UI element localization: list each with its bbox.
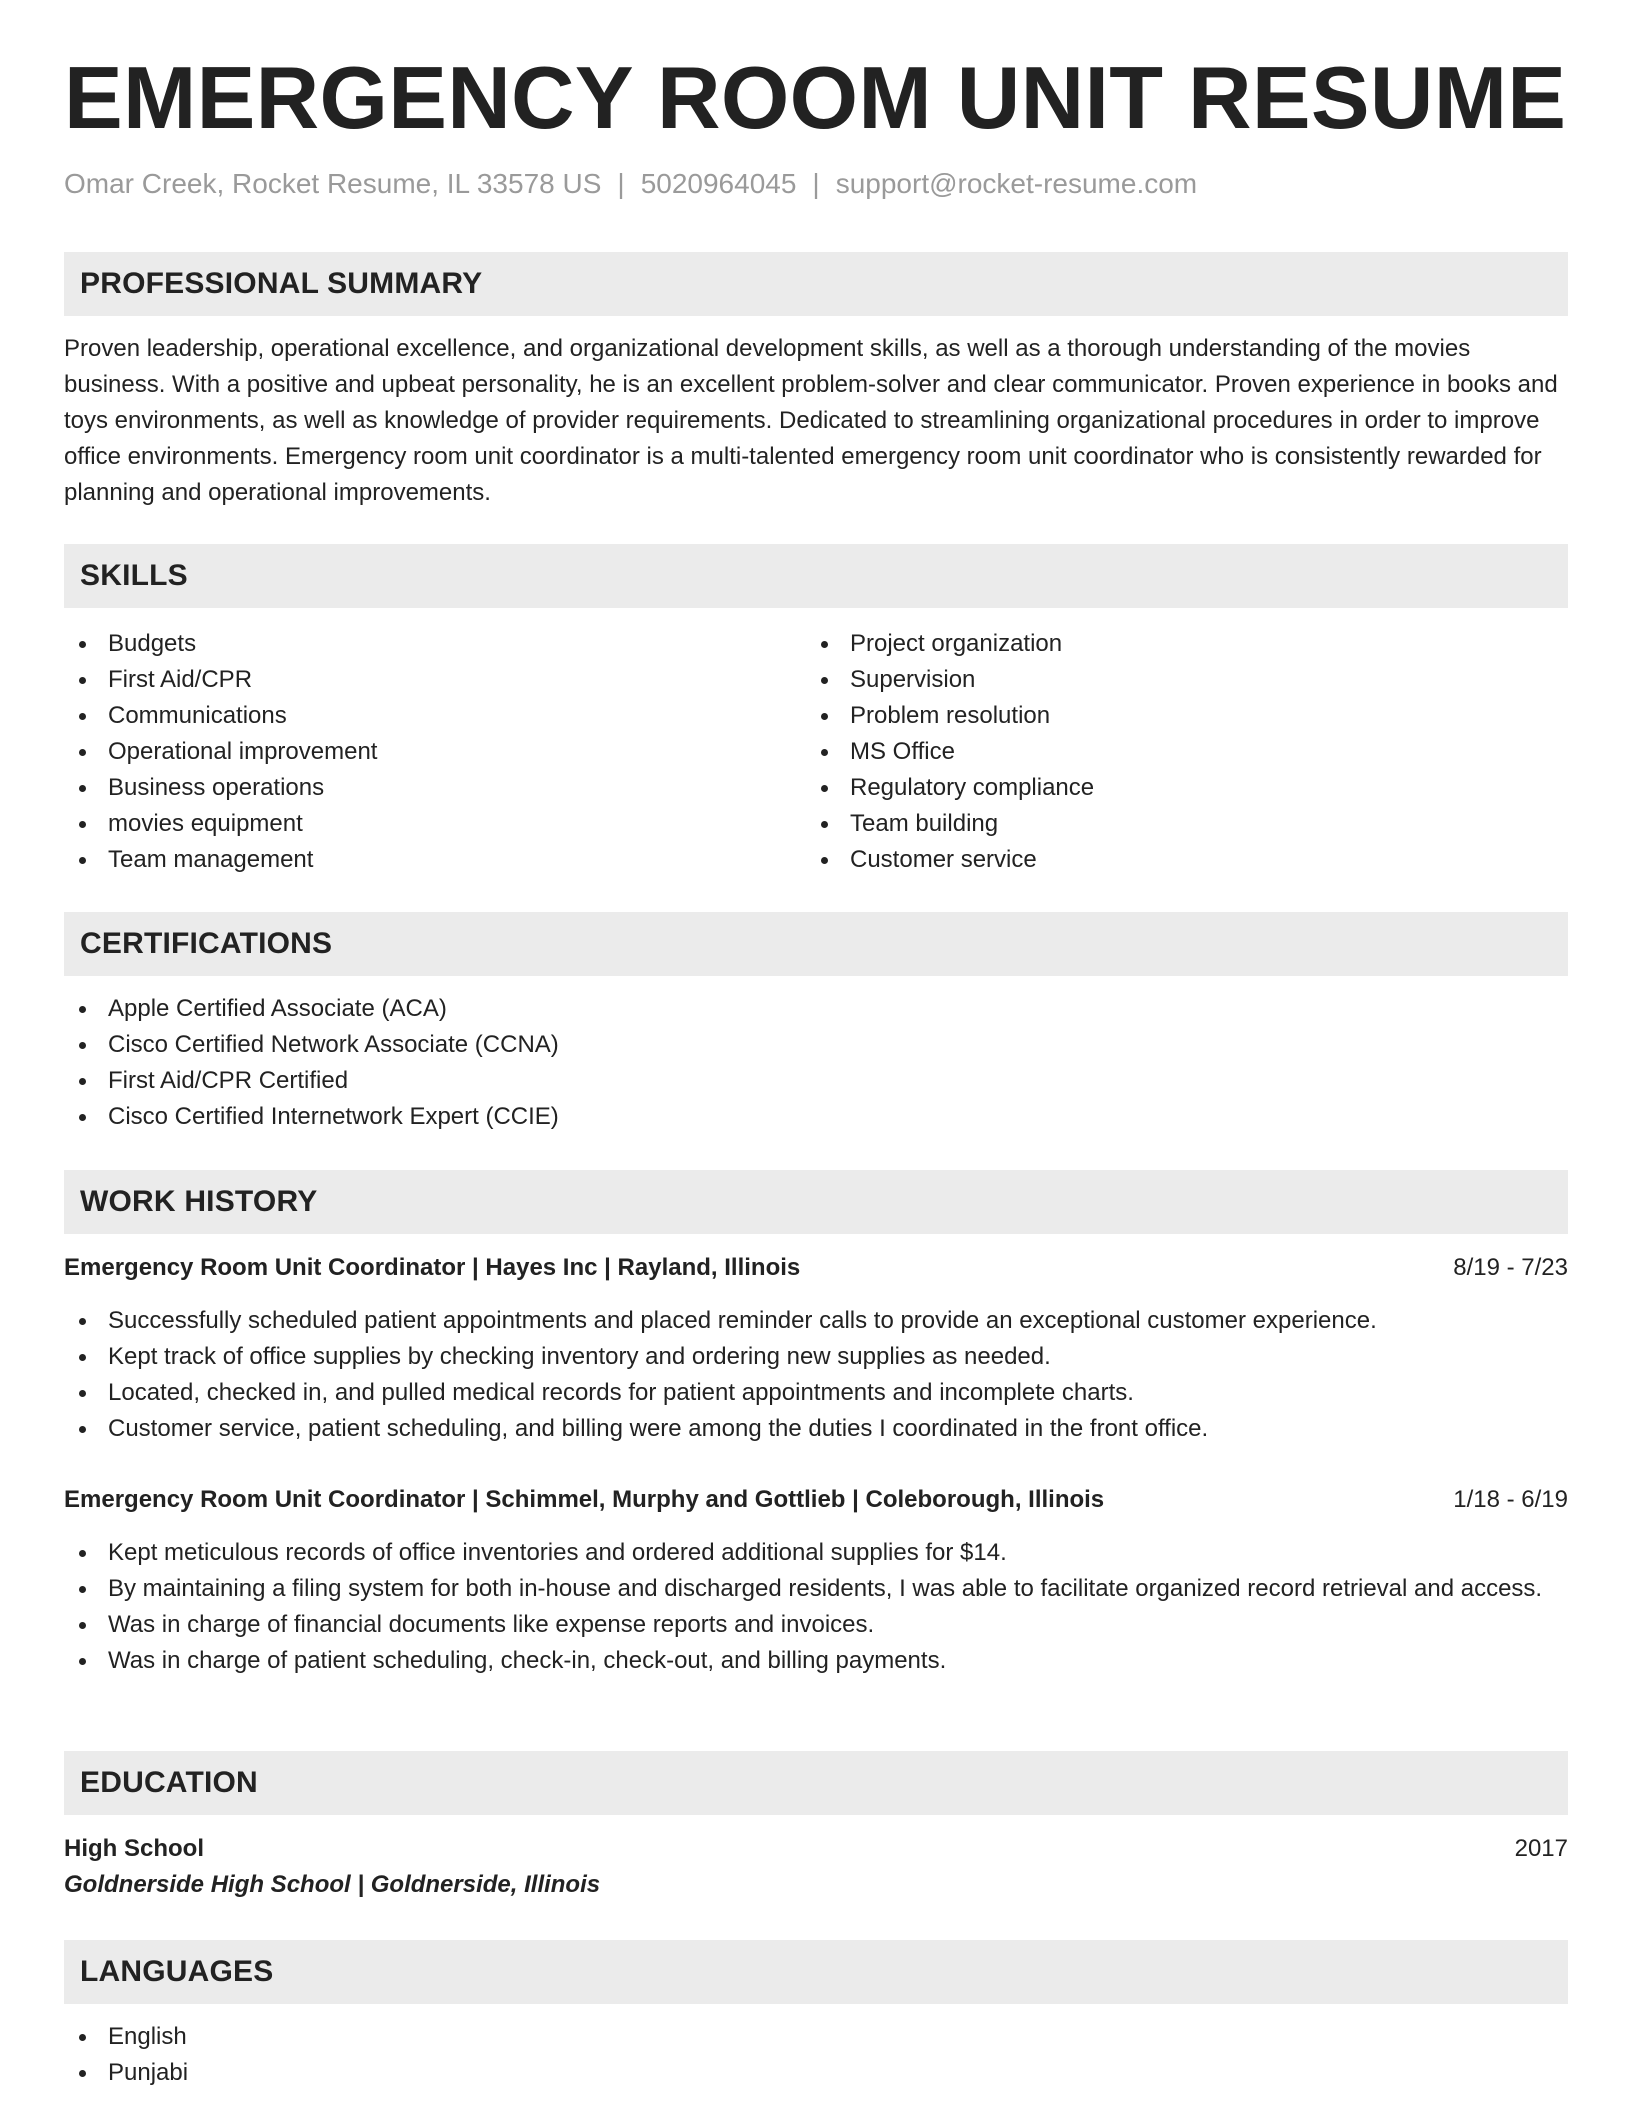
bullet-icon <box>79 1622 86 1629</box>
languages-list <box>64 2019 1568 2091</box>
bullet-icon <box>821 857 828 864</box>
skill-item: Project organization <box>806 626 1526 662</box>
job-title: Emergency Room Unit Coordinator | Schimmel, Murphy and Gottlieb | Coleborough, Illinois <box>64 1486 1105 1513</box>
languages-section-header <box>64 1940 1568 2004</box>
bullet-icon <box>79 857 86 864</box>
job-bullet: Customer service, patient scheduling, and billing were among the duties I coordinated in the front office. <box>64 1411 1568 1447</box>
education-row <box>64 1831 1568 1867</box>
work-section-header <box>64 1170 1568 1234</box>
bullet-icon <box>79 677 86 684</box>
job-bullet: Located, checked in, and pulled medical records for patient appointments and incomplete charts. <box>64 1375 1568 1411</box>
certification-item: Cisco Certified Internetwork Expert (CCIE) <box>64 1099 1568 1135</box>
bullet-icon <box>79 1550 86 1557</box>
job-bullet: By maintaining a filing system for both in-house and discharged residents, I was able to facilitate organized record retrieval and access. <box>64 1571 1568 1607</box>
bullet-icon <box>79 1658 86 1665</box>
bullet-icon <box>79 1318 86 1325</box>
bullet-icon <box>79 641 86 648</box>
job-title: Emergency Room Unit Coordinator | Hayes Inc | Rayland, Illinois <box>64 1254 801 1281</box>
skills-list-left <box>64 626 784 878</box>
languages-heading: LANGUAGES <box>80 1955 274 1988</box>
bullet-icon <box>79 821 86 828</box>
summary-heading: PROFESSIONAL SUMMARY <box>80 267 483 300</box>
contact-address: Omar Creek, Rocket Resume, IL 33578 US <box>64 168 602 199</box>
certifications-heading: CERTIFICATIONS <box>80 927 333 960</box>
bullet-icon <box>79 2070 86 2077</box>
bullet-icon <box>79 749 86 756</box>
skills-list-right <box>806 626 1526 878</box>
contact-line <box>64 167 1197 201</box>
certification-item: First Aid/CPR Certified <box>64 1063 1568 1099</box>
skills-heading: SKILLS <box>80 559 188 592</box>
bullet-icon <box>79 713 86 720</box>
certifications-list <box>64 991 1568 1135</box>
skill-item: Team building <box>806 806 1526 842</box>
language-item: Punjabi <box>64 2055 1568 2091</box>
skill-item: Problem resolution <box>806 698 1526 734</box>
summary-text: Proven leadership, operational excellence, and organizational development skills, as well as a thorough understanding of the movies business. With a positive and upbeat personality, he is an excellent problem-solver and clear communicator. Proven experience in books and toys environments, as well as knowledge of provider requirements. Dedicated to streamlining organizational procedures in order to improve office environments. Emergency room unit coordinator is a multi-talented emergency room unit coordinator who is consistently rewarded for planning and operational improvements. <box>64 335 1558 506</box>
summary-section-header <box>64 252 1568 316</box>
contact-email: support@rocket-resume.com <box>835 168 1198 199</box>
job-bullet: Kept meticulous records of office inventories and ordered additional supplies for $14. <box>64 1535 1568 1571</box>
job-dates: 8/19 - 7/23 <box>1453 1254 1568 1281</box>
bullet-icon <box>79 1042 86 1049</box>
skill-item: MS Office <box>806 734 1526 770</box>
bullet-icon <box>79 2034 86 2041</box>
bullet-icon <box>79 1114 86 1121</box>
education-section-header <box>64 1751 1568 1815</box>
language-item: English <box>64 2019 1568 2055</box>
education-year: 2017 <box>1514 1835 1568 1862</box>
skill-item: Team management <box>64 842 784 878</box>
bullet-icon <box>821 713 828 720</box>
bullet-icon <box>79 1426 86 1433</box>
job-bullets <box>64 1303 1568 1447</box>
job-dates: 1/18 - 6/19 <box>1453 1486 1568 1513</box>
bullet-icon <box>821 785 828 792</box>
bullet-icon <box>79 1354 86 1361</box>
certifications-section-header <box>64 912 1568 976</box>
bullet-icon <box>821 749 828 756</box>
certification-item: Cisco Certified Network Associate (CCNA) <box>64 1027 1568 1063</box>
education-school: Goldnerside High School | Goldnerside, Illinois <box>64 1871 601 1898</box>
skill-item: Supervision <box>806 662 1526 698</box>
bullet-icon <box>79 1078 86 1085</box>
job-bullets <box>64 1535 1568 1679</box>
job-bullet: Kept track of office supplies by checking inventory and ordering new supplies as needed. <box>64 1339 1568 1375</box>
job-header <box>64 1482 1568 1518</box>
skill-item: Operational improvement <box>64 734 784 770</box>
bullet-icon <box>821 821 828 828</box>
bullet-icon <box>79 1586 86 1593</box>
skill-item: First Aid/CPR <box>64 662 784 698</box>
contact-separator: | <box>812 168 820 199</box>
bullet-icon <box>79 1006 86 1013</box>
skill-item: movies equipment <box>64 806 784 842</box>
bullet-icon <box>821 641 828 648</box>
bullet-icon <box>79 785 86 792</box>
job-header <box>64 1250 1568 1286</box>
skill-item: Communications <box>64 698 784 734</box>
contact-separator: | <box>617 168 625 199</box>
job-bullet: Was in charge of patient scheduling, check-in, check-out, and billing payments. <box>64 1643 1568 1679</box>
resume-title: EMERGENCY ROOM UNIT RESUME <box>64 48 1567 147</box>
contact-phone: 5020964045 <box>640 168 797 199</box>
bullet-icon <box>821 677 828 684</box>
education-heading: EDUCATION <box>80 1766 258 1799</box>
work-heading: WORK HISTORY <box>80 1185 318 1218</box>
skill-item: Budgets <box>64 626 784 662</box>
education-degree: High School <box>64 1835 204 1862</box>
bullet-icon <box>79 1390 86 1397</box>
skills-section-header <box>64 544 1568 608</box>
skill-item: Regulatory compliance <box>806 770 1526 806</box>
job-bullet: Was in charge of financial documents like expense reports and invoices. <box>64 1607 1568 1643</box>
job-bullet: Successfully scheduled patient appointments and placed reminder calls to provide an exceptional customer experience. <box>64 1303 1568 1339</box>
certification-item: Apple Certified Associate (ACA) <box>64 991 1568 1027</box>
skill-item: Business operations <box>64 770 784 806</box>
skill-item: Customer service <box>806 842 1526 878</box>
